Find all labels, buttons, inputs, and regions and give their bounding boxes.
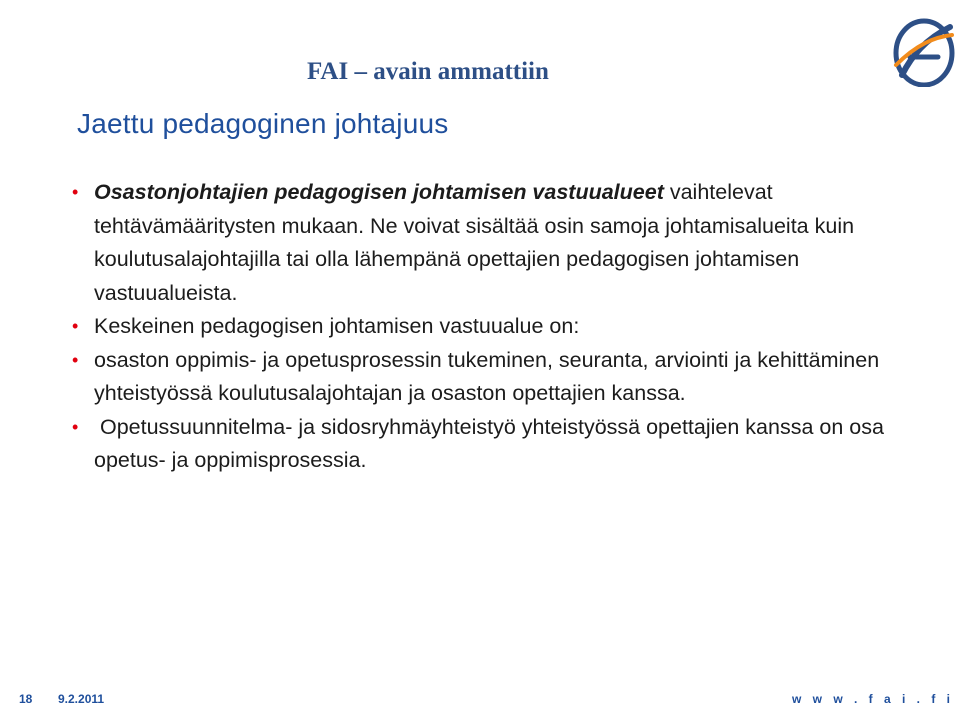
bullet-text: Opetussuunnitelma- ja sidosryhmäyhteistyö yhteistyössä opettajien kanssa on osa opetus- ja oppimisprosessia. <box>94 414 884 472</box>
bullet-text: vaihtelevat tehtävämääritysten mukaan. Ne voivat sisältää osin samoja johtamisalueita kuin koulutusalajohtajilla tai olla lähempänä opettajien pedagogisen johtamisen vastuualueista. <box>94 180 855 305</box>
bullet-text: Keskeinen pedagogisen johtamisen vastuualue on: <box>94 314 580 338</box>
fai-emblem-icon <box>892 15 955 87</box>
logo-text: FAI – avain ammattiin <box>307 58 549 85</box>
footer-url: w w w . f a i . f i <box>791 692 954 706</box>
list-item <box>72 176 912 310</box>
footer <box>0 688 960 716</box>
page-number: 18 <box>19 692 33 706</box>
bullet-text: osaston oppimis- ja opetusprosessin tukeminen, seuranta, arviointi ja kehittäminen yhteistyössä koulutusalajohtajan ja osaston opettajien kanssa. <box>94 347 880 405</box>
list-item <box>72 411 912 478</box>
list-item <box>72 344 912 411</box>
slide-title: Jaettu pedagoginen johtajuus <box>77 108 449 139</box>
list-item <box>72 310 912 344</box>
bullet-icon: • <box>72 416 79 437</box>
bullet-list <box>72 176 912 478</box>
footer-date: 9.2.2011 <box>58 692 105 706</box>
bullet-icon: • <box>72 182 79 202</box>
bullet-icon: • <box>72 349 79 370</box>
bullet-icon: • <box>72 316 79 336</box>
bullet-emphasis: Osastonjohtajien pedagogisen johtamisen vastuualueet <box>94 180 664 204</box>
